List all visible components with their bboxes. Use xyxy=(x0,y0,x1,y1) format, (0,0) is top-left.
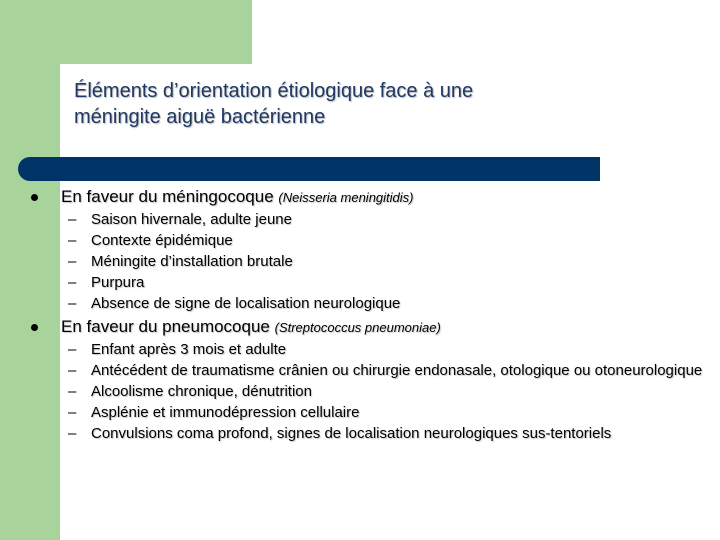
dash-icon: – xyxy=(68,341,77,358)
list-item-text: Saison hivernale, adulte jeune xyxy=(91,211,292,228)
dash-icon: – xyxy=(68,232,77,249)
list-item-text: Purpura xyxy=(91,274,145,291)
dash-icon: – xyxy=(68,383,77,400)
dash-icon: – xyxy=(68,425,77,442)
section-pneumococcus-heading xyxy=(30,316,710,339)
list-item-text: Antécédent de traumatisme crânien ou chirurgie endonasale, otologique ou otoneurologique xyxy=(91,362,703,379)
bullet-dot-icon xyxy=(31,194,38,201)
list-item xyxy=(61,383,710,400)
title-line-2: méningite aiguë bactérienne xyxy=(74,106,326,128)
list-item xyxy=(61,211,710,228)
dash-icon: – xyxy=(68,274,77,291)
section-heading-text: En faveur du pneumocoque xyxy=(61,317,270,336)
list-item-text: Convulsions coma profond, signes de localisation neurologiques sus-tentoriels xyxy=(91,425,612,442)
dash-icon: – xyxy=(68,295,77,312)
title-divider-bar xyxy=(18,157,600,181)
list-item xyxy=(61,341,710,358)
dash-icon: – xyxy=(68,362,77,379)
section-latin-name: (Streptococcus pneumoniae) xyxy=(274,320,441,335)
list-item-text: Absence de signe de localisation neurologique xyxy=(91,295,401,312)
list-item xyxy=(61,425,710,442)
list-item xyxy=(61,362,710,379)
bullet-dot-icon xyxy=(31,324,38,331)
section-heading-text: En faveur du méningocoque xyxy=(61,187,274,206)
section-latin-name: (Neisseria meningitidis) xyxy=(278,190,414,205)
list-item-text: Alcoolisme chronique, dénutrition xyxy=(91,383,312,400)
dash-icon: – xyxy=(68,404,77,421)
meningococcus-list xyxy=(30,211,710,312)
list-item-text: Enfant après 3 mois et adulte xyxy=(91,341,287,358)
dash-icon: – xyxy=(68,211,77,228)
pneumococcus-list xyxy=(30,341,710,442)
list-item xyxy=(61,253,710,270)
list-item-text: Contexte épidémique xyxy=(91,232,233,249)
section-meningococcus-heading xyxy=(30,186,710,209)
list-item-text: Méningite d’installation brutale xyxy=(91,253,293,270)
list-item xyxy=(61,274,710,291)
list-item xyxy=(61,295,710,312)
slide-title xyxy=(74,78,674,130)
title-line-1: Éléments d’orientation étiologique face à une xyxy=(74,80,474,102)
dash-icon: – xyxy=(68,253,77,270)
list-item xyxy=(61,404,710,421)
list-item-text: Asplénie et immunodépression cellulaire xyxy=(91,404,360,421)
slide-body xyxy=(30,186,710,446)
list-item xyxy=(61,232,710,249)
